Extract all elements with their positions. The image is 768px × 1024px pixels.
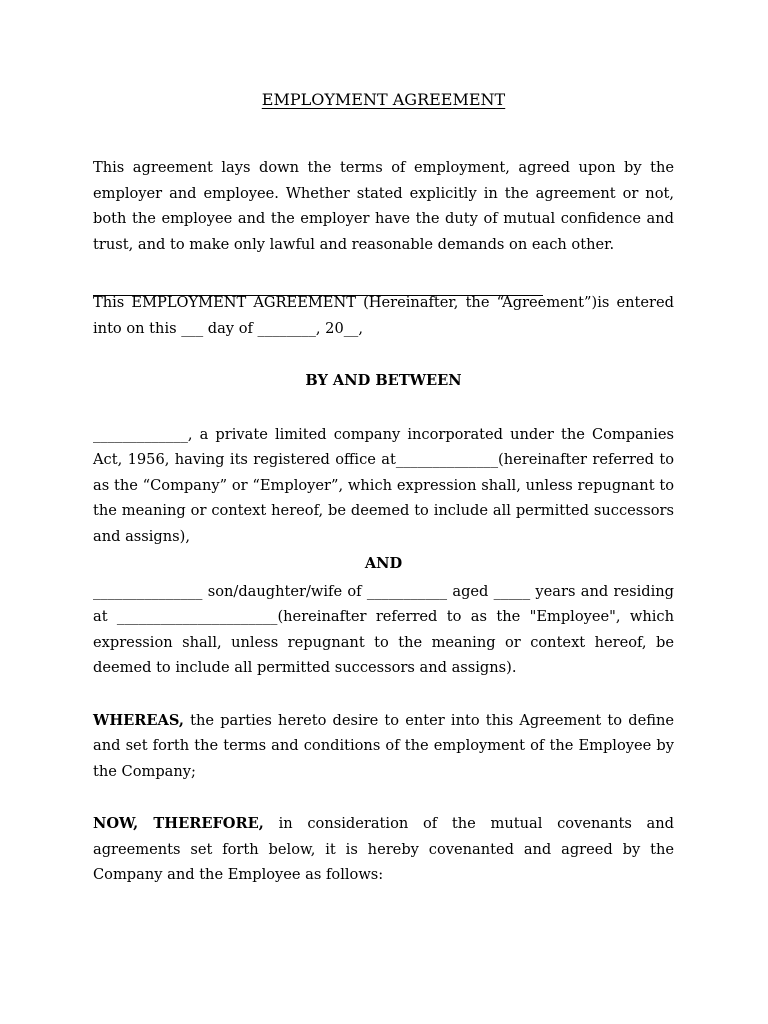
whereas-paragraph xyxy=(93,708,674,785)
document-title: EMPLOYMENT AGREEMENT xyxy=(261,90,506,109)
now-therefore-label: NOW, THEREFORE, xyxy=(93,815,264,832)
by-and-between-heading: BY AND BETWEEN xyxy=(305,372,462,389)
and-heading: AND xyxy=(364,555,403,572)
agreement-date-paragraph: This EMPLOYMENT AGREEMENT (Hereinafter, the “Agreement”)is entered into on this ___ day of ________, 20__, xyxy=(93,294,674,337)
whereas-label: WHEREAS, xyxy=(93,711,184,729)
whereas-text: the parties hereto desire to enter into this Agreement to define and set forth the terms and conditions of the employment of the Employee by the Company; xyxy=(93,711,674,780)
now-therefore-paragraph xyxy=(93,811,674,888)
intro-paragraph: This agreement lays down the terms of employment, agreed upon by the employer and employee. Whether stated explicitly in the agreement or not, both the employee and the employer have the duty of mutual confidence and trust, and to make only lawful and reasonable demands on each other. xyxy=(93,159,674,253)
company-clause-paragraph: _____________, a private limited company incorporated under the Companies Act, 1956, having its registered office at______________(hereinafter referred to as the “Company” or “Employer”, which expression shall, unless repugnant to the meaning or context hereof, be deemed to include all permitted successors and assigns), xyxy=(93,425,674,545)
document-page xyxy=(93,88,674,888)
employee-clause-paragraph: _______________ son/daughter/wife of ___________ aged _____ years and residing at ______________________(hereinafter referred to as the "Employee", which expression shall, unless repugnant to the meaning or context hereof, be deemed to include all permitted successors and assigns). xyxy=(93,582,674,676)
now-therefore-text: in consideration of the mutual covenants and agreements set forth below, it is hereby covenanted and agreed by the Company and the Employee as follows: xyxy=(93,815,674,883)
